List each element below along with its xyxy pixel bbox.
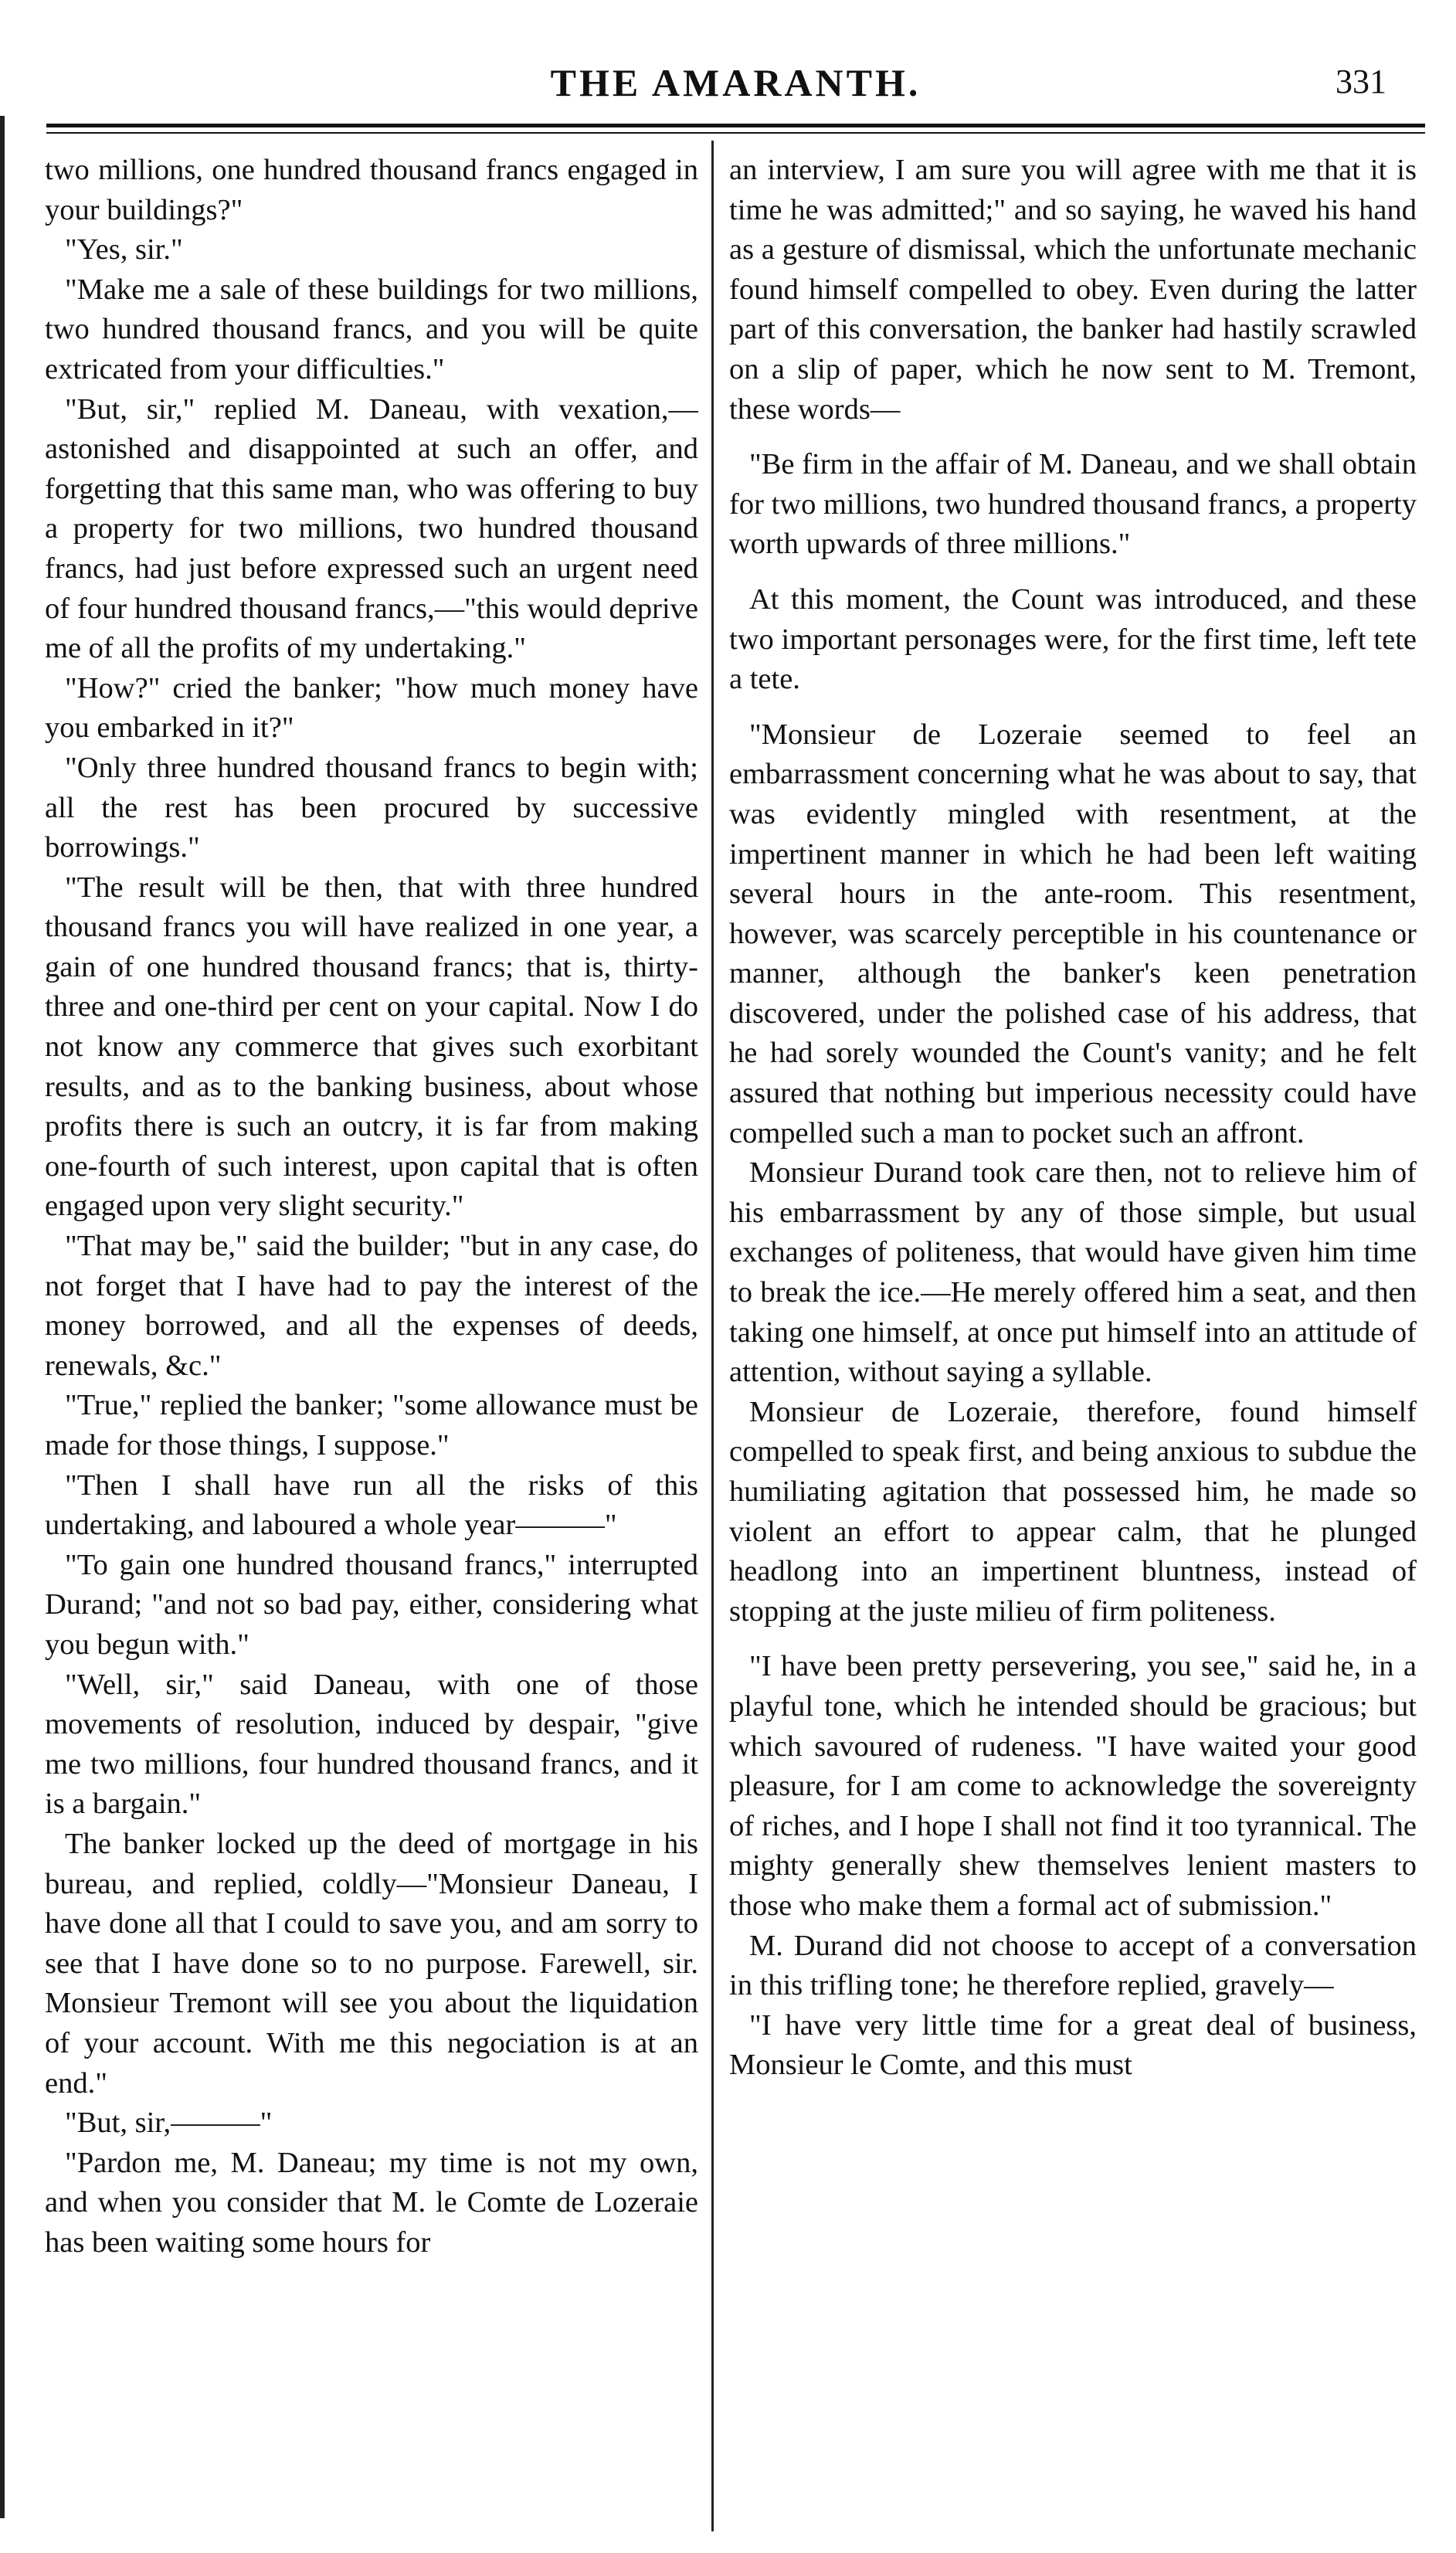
paragraph: "But, sir," replied M. Daneau, with vexation,—astonished and disappointed at such an offer, and forgetting that this same man, who was offering to buy a property for two millions, two hundred thousand francs, had just before expressed such an urgent need of four hundred thousand francs,—"this would deprive me of all the profits of my undertaking.": [45, 392, 698, 665]
paragraph: "Then I shall have run all the risks of this undertaking, and laboured a whole year———": [45, 1468, 698, 1542]
paragraph: At this moment, the Count was introduced, and these two important personages were, for the first time, left tete a tete.: [729, 582, 1417, 696]
paragraph: "I have been pretty persevering, you see," said he, in a playful tone, which he intended should be gracious; but which savoured of rudeness. "I have waited your good pleasure, for I am come to acknowledge the sovereignty of riches, and I hope I shall not find it too tyrannical. The mighty generally shew themselves lenient masters to those who make them a formal act of submission.": [729, 1650, 1417, 1922]
paragraph: "Well, sir," said Daneau, with one of those movements of resolution, induced by despair, "give me two millions, four hundred thousand francs, and it is a bargain.": [45, 1668, 698, 1821]
paragraph: "The result will be then, that with three hundred thousand francs you will have realized in one year, a gain of one hundred thousand francs; that is, thirty-three and one-third per cent on your capital. Now I do not know any commerce that gives such exorbitant results, and as to the banking business, about whose profits there is such an outcry, it is far from making one-fourth of such interest, upon capital that is often engaged upon very slight security.": [45, 871, 698, 1223]
page-number: 331: [1336, 63, 1386, 100]
page-header: [46, 60, 1425, 114]
paragraph: "Be firm in the affair of M. Daneau, and we shall obtain for two millions, two hundred thousand francs, a property worth upwards of three millions.": [729, 448, 1417, 561]
paragraph: "That may be," said the builder; "but in any case, do not forget that I have had to pay the interest of the money borrowed, and all the expenses of deeds, renewals, &c.": [45, 1230, 698, 1382]
paragraph: "To gain one hundred thousand francs," interrupted Durand; "and not so bad pay, either, considering what you begun with.": [45, 1548, 698, 1661]
binding-edge: [0, 116, 5, 2518]
paragraph: "Make me a sale of these buildings for two millions, two hundred thousand francs, and you will be quite extricated from your difficulties.": [45, 273, 698, 385]
right-column: [729, 151, 1417, 2534]
paragraph: "I have very little time for a great deal of business, Monsieur le Comte, and this must: [729, 2008, 1417, 2082]
paragraph: "Monsieur de Lozeraie seemed to feel an embarrassment concerning what he was about to say, that was evidently mingled with resentment, at the impertinent manner in which he had been left waiting several hours in the ante-room. This resentment, however, was scarcely perceptible in his countenance or manner, although the banker's keen penetration discovered, under the polished case of his address, that he had sorely wounded the Count's vanity; and he felt assured that nothing but imperious necessity could have compelled such a man to pocket such an affront.: [729, 718, 1417, 1149]
paragraph: The banker locked up the deed of mortgage in his bureau, and replied, coldly—"Monsieur Daneau, I have done all that I could to save you, and am sorry to see that I have done so to no purpose. Farewell, sir. Monsieur Tremont will see you about the liquidation of your account. With me this negociation is at an end.": [45, 1827, 698, 2100]
running-title: THE AMARANTH.: [550, 61, 921, 104]
paragraph: Monsieur de Lozeraie, therefore, found himself compelled to speak first, and being anxious to subdue the humiliating agitation that possessed him, he made so violent an effort to appear calm, that he plunged headlong into an impertinent bluntness, instead of stopping at the juste milieu of firm politeness.: [729, 1395, 1417, 1628]
paragraph: an interview, I am sure you will agree with me that it is time he was admitted;" and so saying, he waved his hand as a gesture of dismissal, which the unfortunate mechanic found himself compelled to obey. Even during the latter part of this conversation, the banker had hastily scrawled on a slip of paper, which he now sent to M. Tremont, these words—: [729, 154, 1417, 426]
paragraph: two millions, one hundred thousand francs engaged in your buildings?": [45, 154, 698, 226]
paragraph: Monsieur Durand took care then, not to relieve him of his embarrassment by any of those simple, but usual exchanges of politeness, that would have given him time to break the ice.—He merely offered him a seat, and then taking one himself, at once put himself into an attitude of attention, without saying a syllable.: [729, 1156, 1417, 1389]
paragraph: "Pardon me, M. Daneau; my time is not my own, and when you consider that M. le Comte de Lozeraie has been waiting some hours for: [45, 2146, 698, 2259]
paragraph: "True," replied the banker; "some allowance must be made for those things, I suppose.": [45, 1389, 698, 1462]
header-rule-thick: [46, 124, 1425, 127]
column-divider: [711, 141, 714, 2531]
paragraph: "But, sir,———": [65, 2107, 273, 2140]
paragraph: M. Durand did not choose to accept of a conversation in this trifling tone; he therefore replied, gravely—: [729, 1929, 1417, 2002]
paragraph: "How?" cried the banker; "how much money have you embarked in it?": [45, 671, 698, 745]
paragraph: "Only three hundred thousand francs to begin with; all the rest has been procured by successive borrowings.": [45, 751, 698, 864]
left-column: [45, 151, 698, 2534]
paragraph: "Yes, sir.": [65, 233, 183, 267]
header-rule-thin: [46, 132, 1425, 134]
